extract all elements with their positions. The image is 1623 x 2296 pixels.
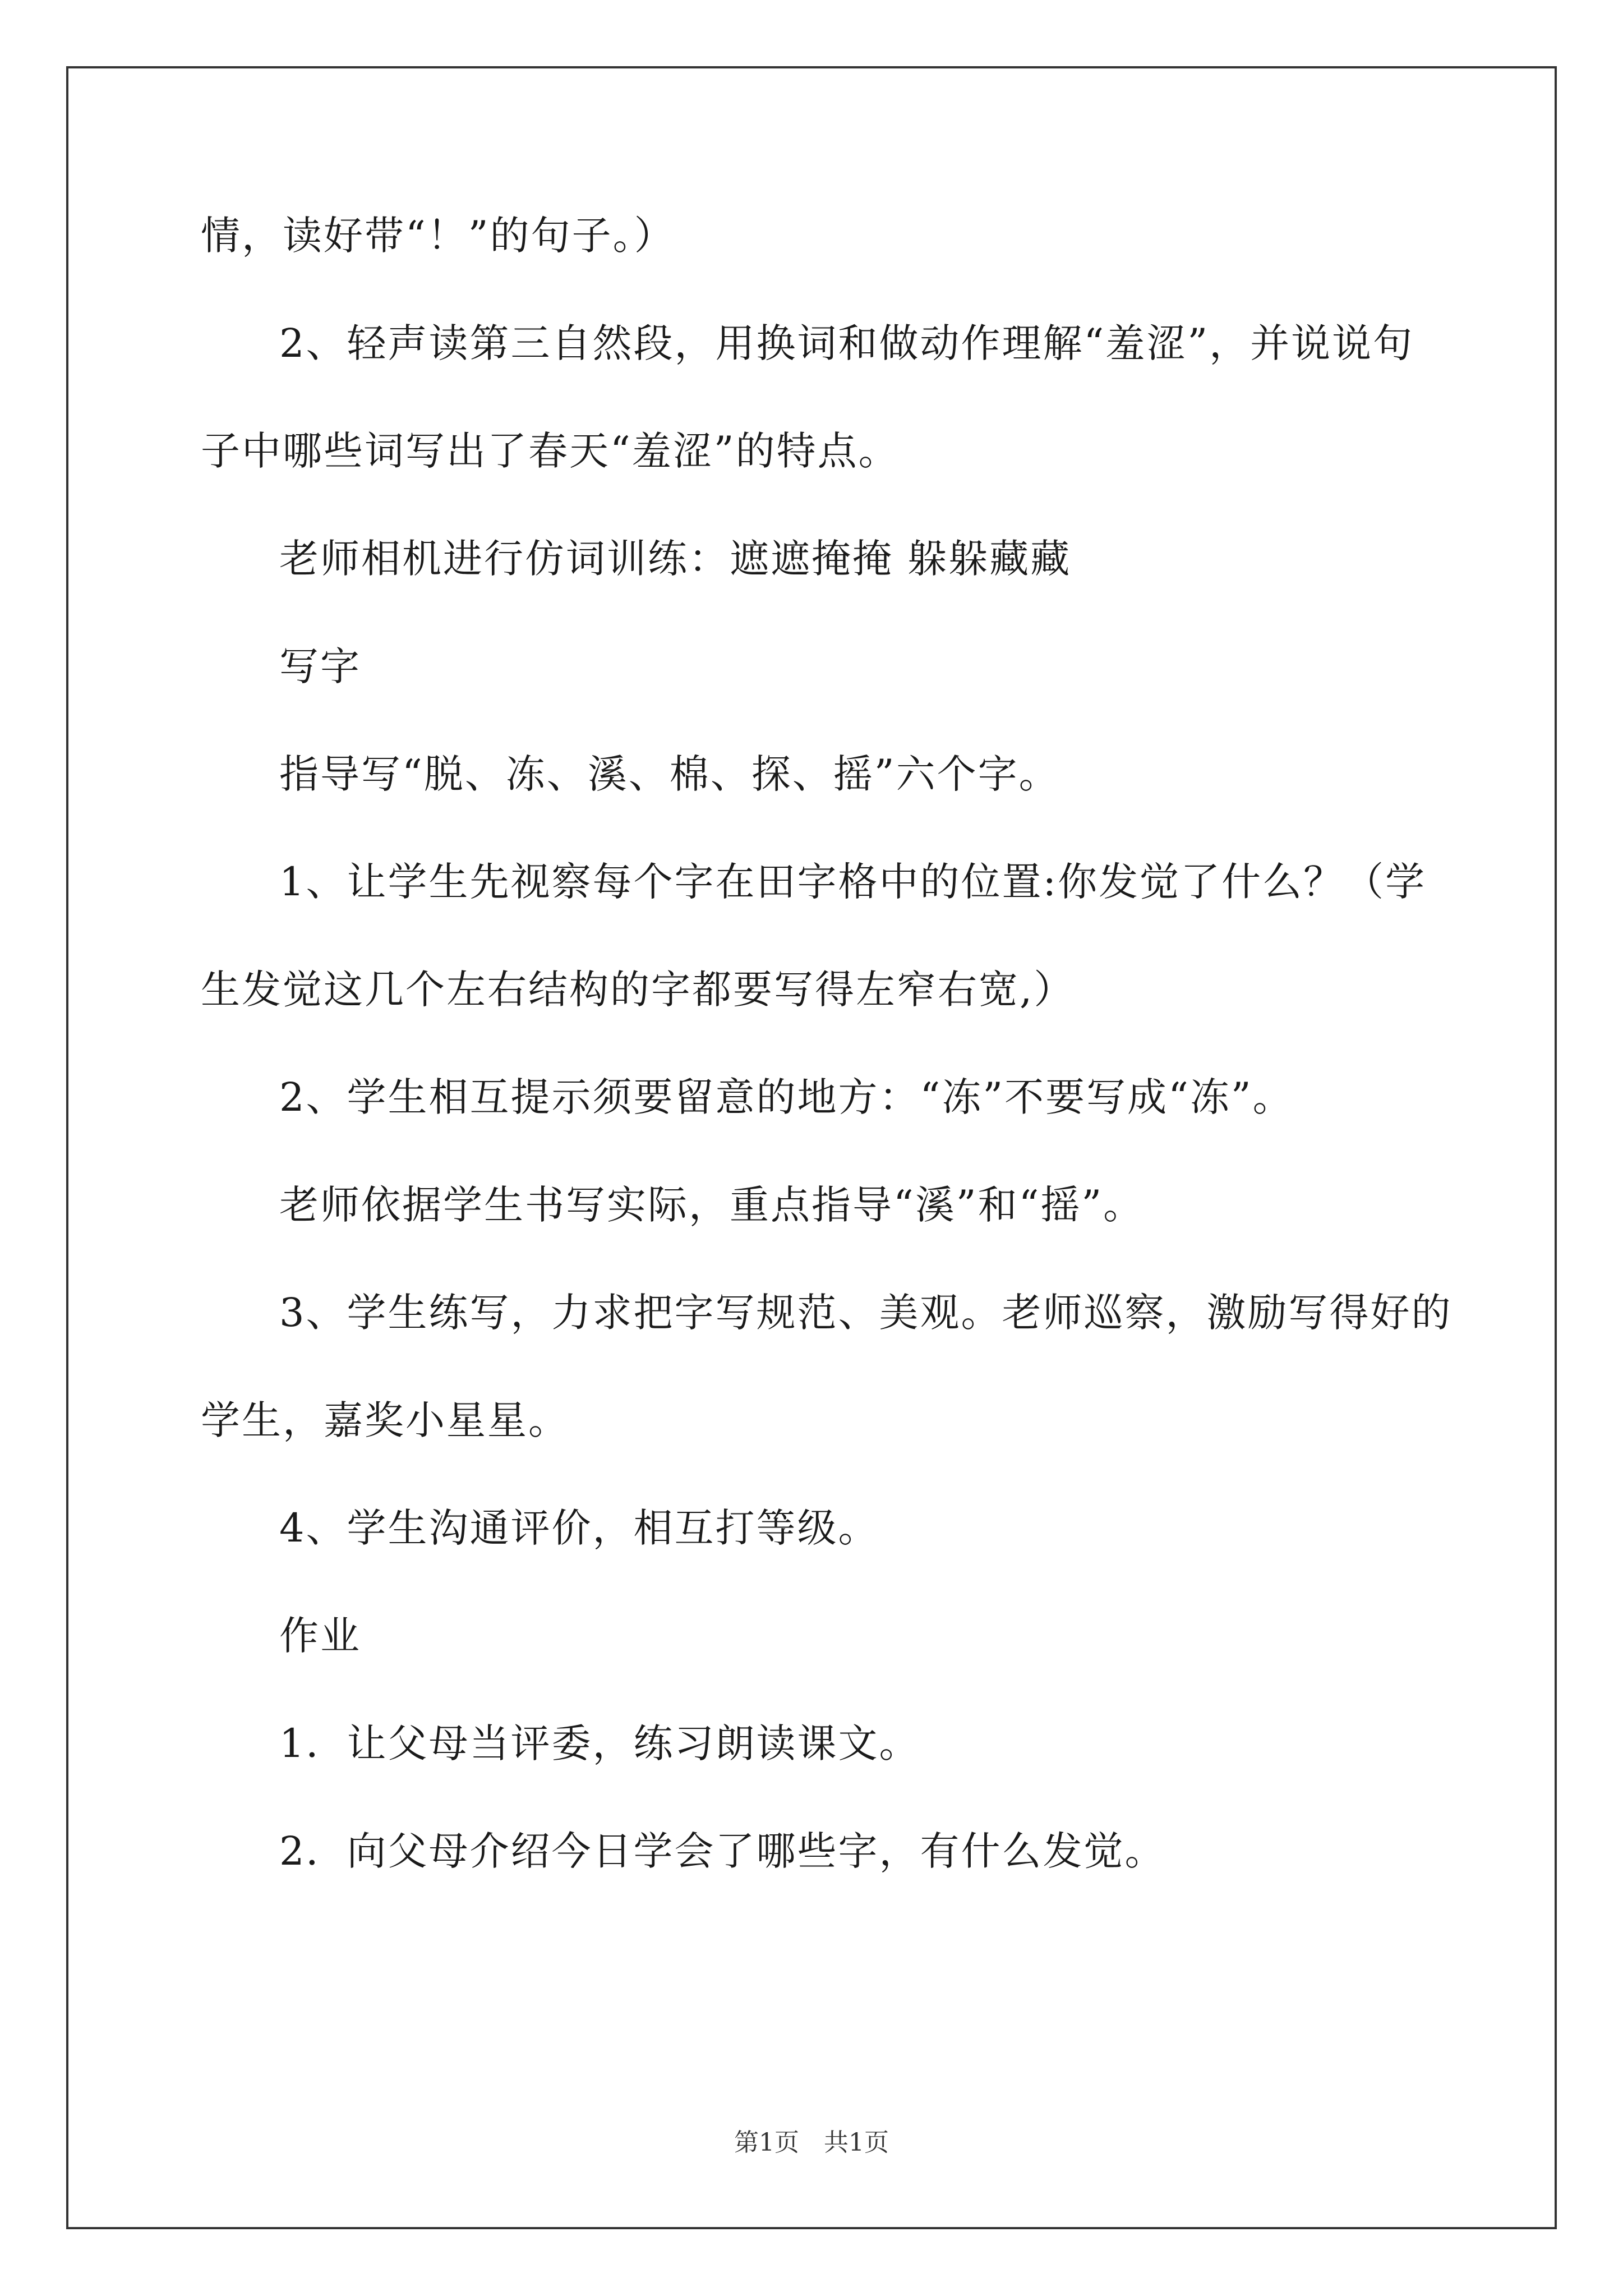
text-line: 1、让学生先视察每个字在田字格中的位置:你发觉了什么？（学 (279, 859, 1427, 905)
page-number-footer: 第1页 共1页 (734, 2128, 889, 2157)
text-line: 4、学生沟通评价，相互打等级。 (279, 1505, 879, 1551)
text-line: 老师依据学生书写实际，重点指导“溪”和“摇”。 (279, 1182, 1145, 1228)
text-line: 情，读好带“！”的句子。） (201, 213, 675, 259)
section-heading-homework: 作业 (279, 1613, 361, 1659)
text-line: 学生，嘉奖小星星。 (201, 1397, 569, 1443)
text-line: 2、轻声读第三自然段，用换词和做动作理解“羞涩”，并说说句 (279, 320, 1414, 366)
text-line: 指导写“脱、冻、溪、棉、探、摇”六个字。 (279, 751, 1060, 797)
text-line: 生发觉这几个左右结构的字都要写得左窄右宽,） (201, 967, 1075, 1013)
text-line: 3、学生练写，力求把字写规范、美观。老师巡察，激励写得好的 (279, 1290, 1453, 1336)
text-line: 1．让父母当评委，练习朗读课文。 (279, 1720, 920, 1766)
page-border (66, 66, 1557, 2229)
section-heading-writing: 写字 (279, 643, 361, 689)
text-line: 老师相机进行仿词训练：遮遮掩掩 躲躲藏藏 (279, 536, 1072, 582)
text-line: 2、学生相互提示须要留意的地方：“冻”不要写成“冻”。 (279, 1074, 1294, 1120)
text-line: 2．向父母介绍今日学会了哪些字，有什么发觉。 (279, 1828, 1166, 1874)
text-line: 子中哪些词写出了春天“羞涩”的特点。 (201, 428, 900, 474)
